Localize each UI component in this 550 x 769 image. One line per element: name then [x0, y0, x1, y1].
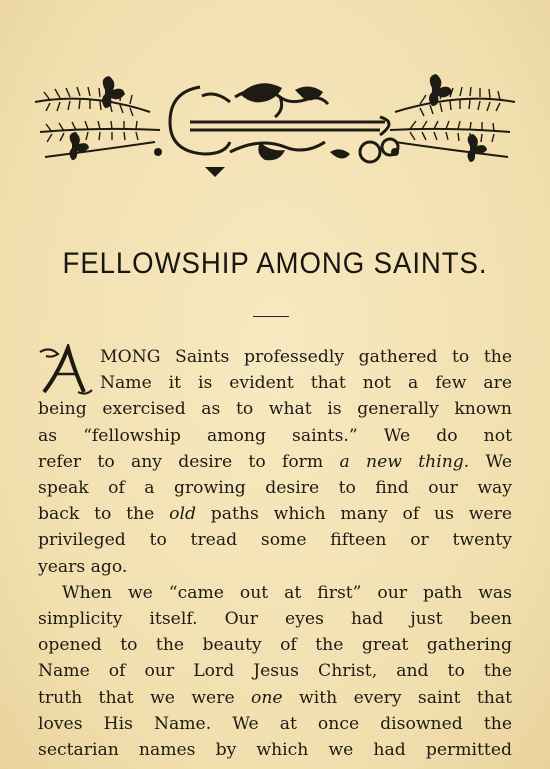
- p2-line-5: truth that we were one with every saint that: [38, 687, 512, 708]
- p1-line-9: years ago.: [38, 556, 128, 577]
- title-divider: [253, 316, 289, 317]
- drop-cap-ornamental-a: [38, 344, 96, 396]
- p1-line-3: being exercised as to what is generally known: [38, 399, 512, 420]
- p2-line-6: loves His Name. We at once disowned the: [38, 713, 512, 734]
- p1-line-8: privileged to tread some fifteen or twenty: [38, 530, 512, 551]
- p1-line-6: speak of a growing desire to find our way: [38, 478, 512, 499]
- body-text: [38, 344, 512, 763]
- paragraph-2: [38, 580, 512, 763]
- floral-vignette-ornament: [30, 72, 520, 182]
- p2-line-3: opened to the beauty of the great gathering: [38, 635, 512, 656]
- p2-line-4: Name of our Lord Jesus Christ, and to the: [38, 661, 512, 682]
- p2-line-1: When we “came out at first” our path was: [62, 582, 512, 603]
- p1-line-4: as “fellowship among saints.” We do not: [38, 425, 512, 446]
- p2-line-7: sectarian names by which we had permitted: [38, 740, 512, 761]
- p2-line-2: simplicity itself. Our eyes had just been: [38, 609, 512, 630]
- p1-line-1: MONG Saints professedly gathered to the: [100, 347, 512, 367]
- p1-line-7: back to the old paths which many of us were: [38, 504, 512, 525]
- paragraph-1: [38, 344, 512, 580]
- page-title: FELLOWSHIP AMONG SAINTS.: [62, 247, 488, 280]
- p1-line-2: Name it is evident that not a few are: [100, 373, 512, 394]
- p1-line-5: refer to any desire to form a new thing. We: [38, 451, 512, 472]
